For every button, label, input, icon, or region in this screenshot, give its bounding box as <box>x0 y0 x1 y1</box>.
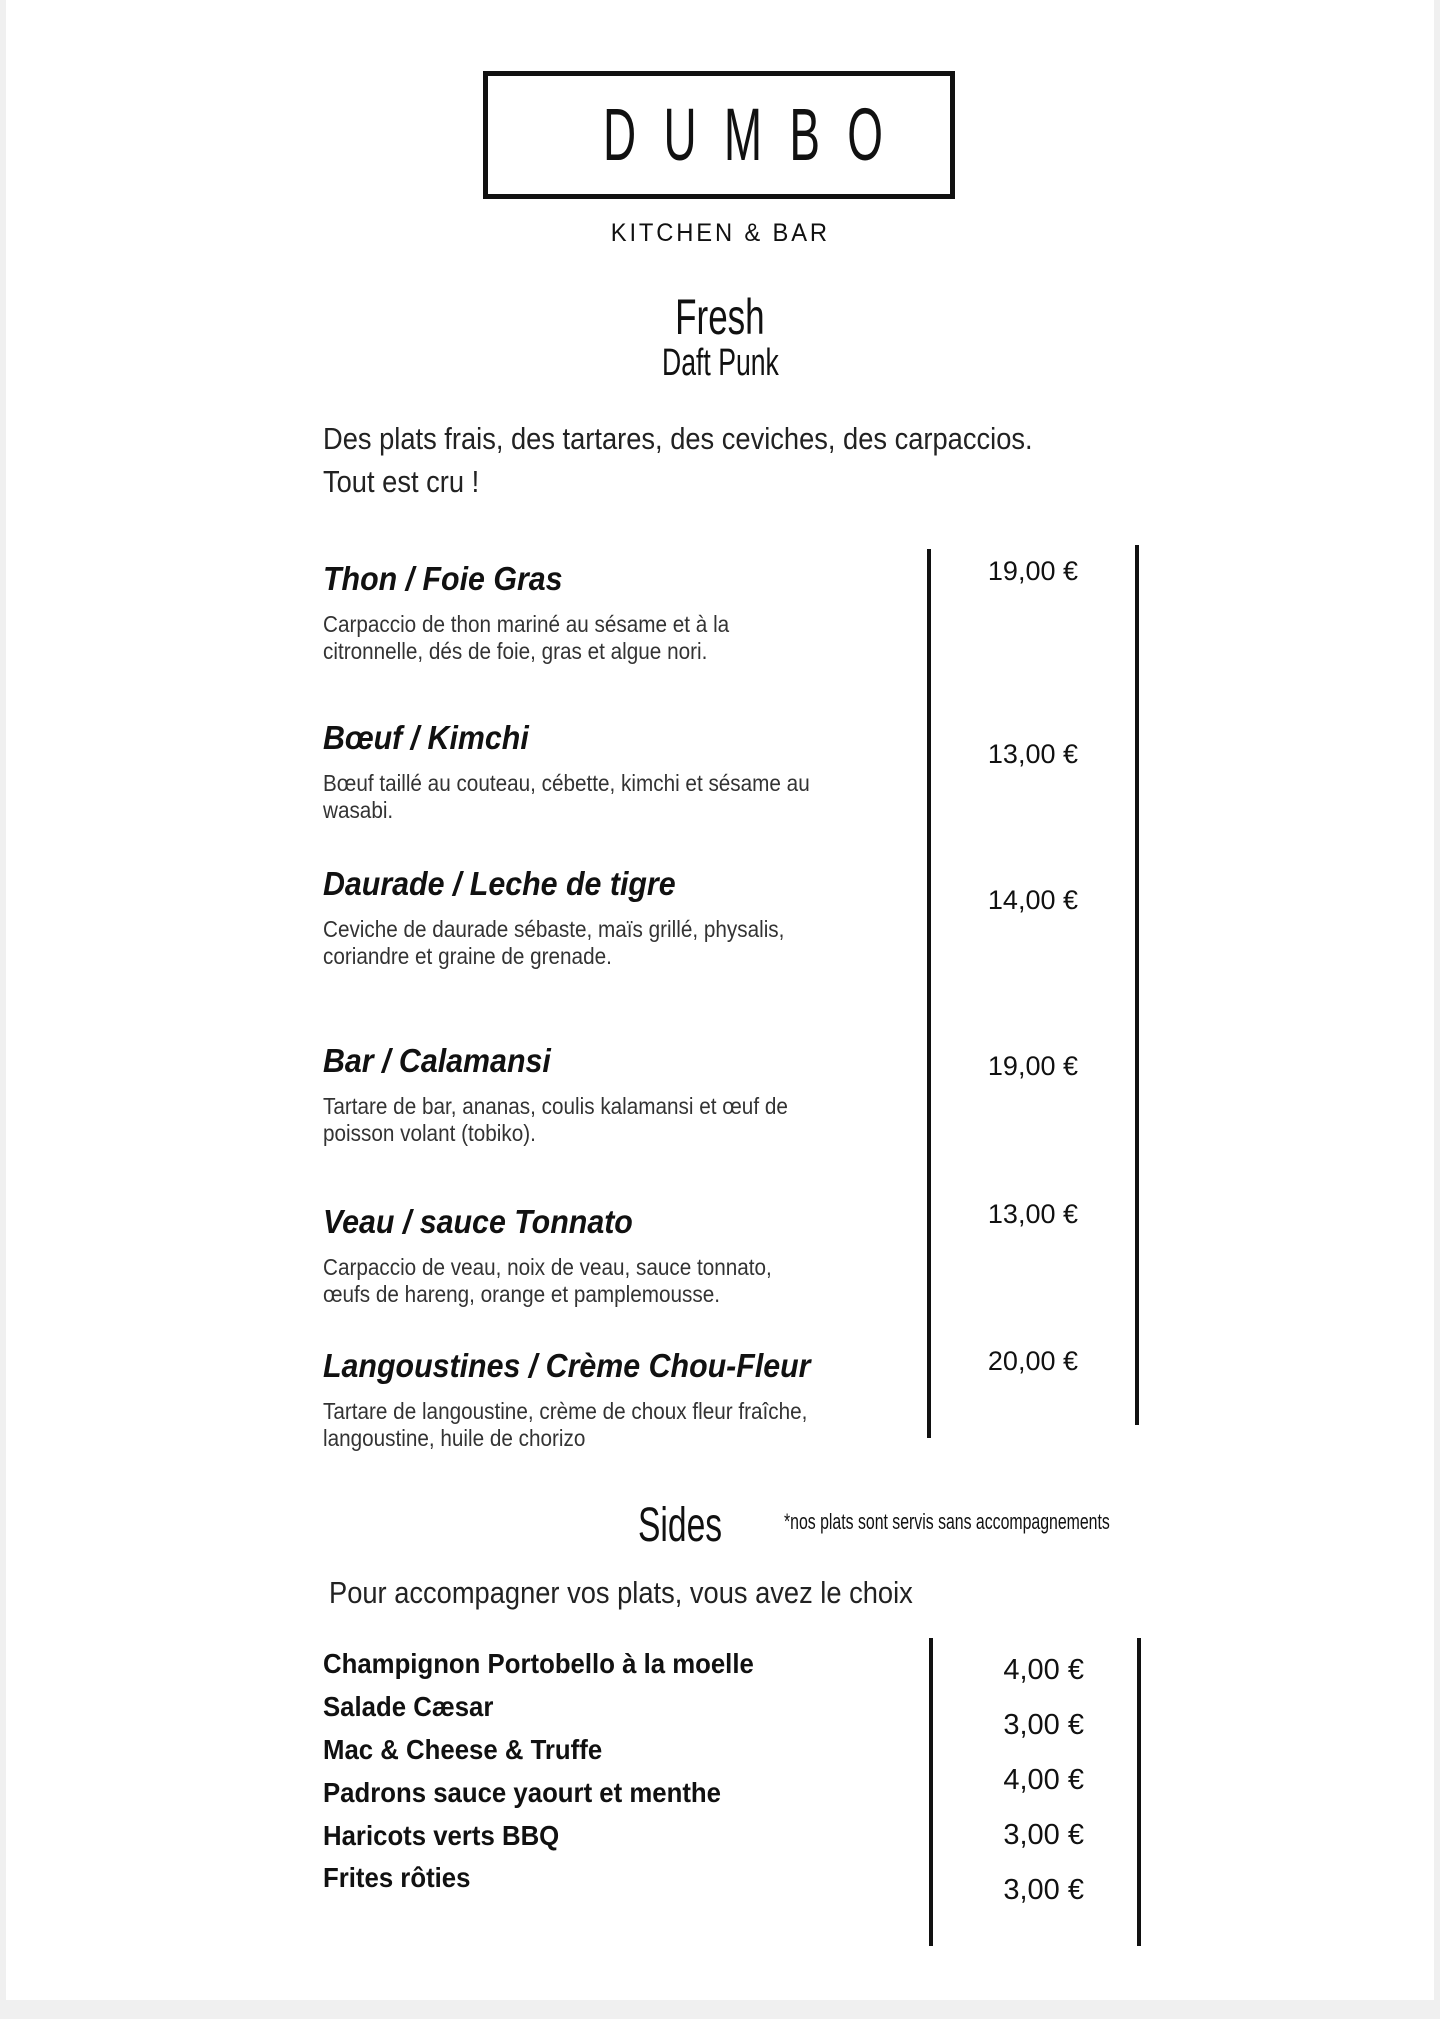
section-subtitle: Daft Punk <box>661 342 779 384</box>
item-price: 19,00 € <box>987 1051 1078 1081</box>
fresh-intro-line2: Tout est cru ! <box>323 464 480 499</box>
item-description: œufs de hareng, orange et pamplemousse. <box>323 1281 720 1307</box>
item-description: Carpaccio de thon mariné au sésame et à la <box>323 611 730 637</box>
item-description: coriandre et graine de grenade. <box>323 943 612 969</box>
sides-intro: Pour accompagner vos plats, vous avez le choix <box>329 1575 913 1610</box>
item-price: 13,00 € <box>987 739 1078 769</box>
logo-text: DUMBO <box>603 93 911 176</box>
item-price: 13,00 € <box>987 1199 1078 1229</box>
section-title-sides: Sides <box>638 1499 723 1552</box>
item-description: Carpaccio de veau, noix de veau, sauce tonnato, <box>323 1254 772 1280</box>
sides-note: *nos plats sont servis sans accompagnements <box>784 1509 1110 1534</box>
side-item: Haricots verts BBQ <box>323 1820 560 1851</box>
item-price: 19,00 € <box>987 556 1078 586</box>
side-item: Padrons sauce yaourt et menthe <box>323 1777 721 1808</box>
item-name: Bœuf / Kimchi <box>323 719 529 756</box>
side-price: 3,00 € <box>1003 1874 1084 1906</box>
item-description: Tartare de langoustine, crème de choux fleur fraîche, <box>323 1398 808 1424</box>
item-name: Daurade / Leche de tigre <box>323 865 676 902</box>
item-price: 14,00 € <box>987 885 1078 915</box>
section-title-fresh: Fresh <box>675 289 765 345</box>
side-price: 4,00 € <box>1003 1764 1084 1796</box>
side-item: Frites rôties <box>323 1862 471 1893</box>
side-price: 4,00 € <box>1003 1654 1084 1686</box>
item-name: Langoustines / Crème Chou-Fleur <box>323 1347 811 1384</box>
item-description: Ceviche de daurade sébaste, maïs grillé, physalis, <box>323 916 785 942</box>
divider-line <box>927 549 931 1438</box>
side-item: Salade Cæsar <box>323 1691 494 1722</box>
side-item: Mac & Cheese & Truffe <box>323 1734 603 1765</box>
item-price: 20,00 € <box>987 1346 1078 1376</box>
fresh-intro-line1: Des plats frais, des tartares, des ceviches, des carpaccios. <box>323 421 1033 456</box>
item-description: langoustine, huile de chorizo <box>323 1425 586 1451</box>
side-price: 3,00 € <box>1003 1819 1084 1851</box>
divider-line <box>1135 545 1139 1425</box>
side-price: 3,00 € <box>1003 1709 1084 1741</box>
logo <box>483 71 955 199</box>
item-description: wasabi. <box>323 797 394 823</box>
item-name: Thon / Foie Gras <box>323 560 563 597</box>
item-description: Tartare de bar, ananas, coulis kalamansi et œuf de <box>323 1093 788 1119</box>
item-description: Bœuf taillé au couteau, cébette, kimchi et sésame au <box>323 770 810 796</box>
item-name: Bar / Calamansi <box>323 1042 551 1079</box>
item-name: Veau / sauce Tonnato <box>323 1203 633 1240</box>
item-description: poisson volant (tobiko). <box>323 1120 536 1146</box>
item-description: citronnelle, dés de foie, gras et algue nori. <box>323 638 708 664</box>
side-item: Champignon Portobello à la moelle <box>323 1648 754 1679</box>
divider-line <box>929 1638 933 1946</box>
divider-line <box>1137 1638 1141 1946</box>
logo-subtitle: KITCHEN & BAR <box>610 219 830 247</box>
